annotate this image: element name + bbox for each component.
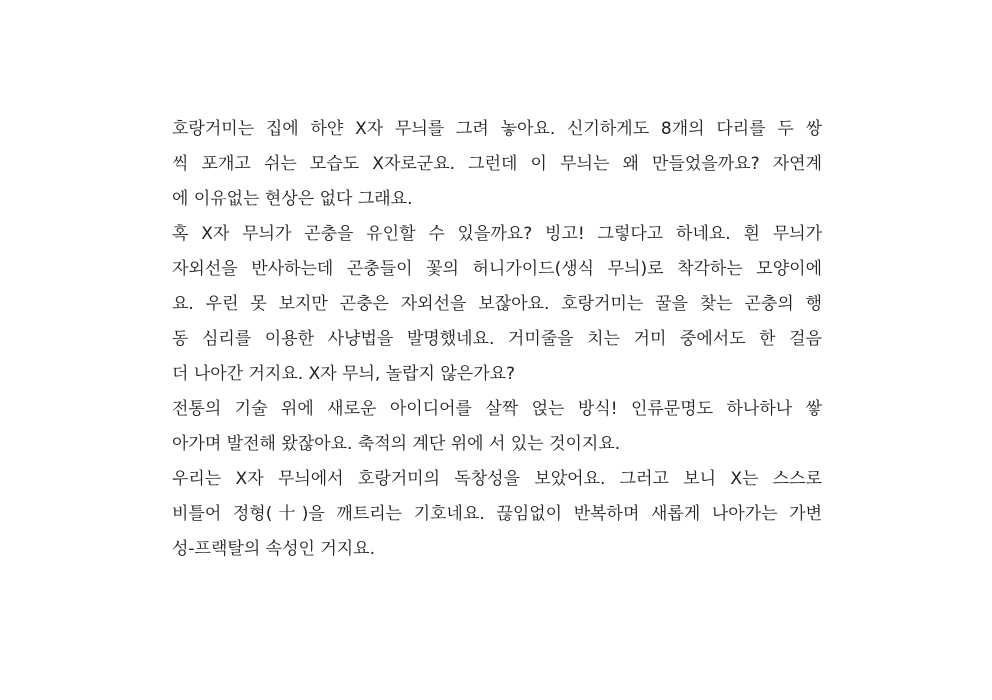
text-line: 전통의 기술 위에 새로운 아이디어를 살짝 얹는 방식! 인류문명도 하나하나 쌓 — [172, 399, 822, 419]
text-line: 아가며 발전해 왔잖아요. 축적의 계단 위에 서 있는 것이지요. — [172, 434, 621, 454]
text-line: 더 나아간 거지요. X자 무늬, 놀랍지 않은가요? — [172, 364, 516, 384]
paragraph-4 — [172, 462, 822, 567]
text-line: 요. 우린 못 보지만 곤충은 자외선을 보잖아요. 호랑거미는 꿀을 찾는 곤충의 행 — [172, 294, 822, 314]
text-line: 혹 X자 무늬가 곤충을 유인할 수 있을까요? 빙고! 그렇다고 하네요. 흰 무늬가 — [172, 224, 822, 244]
text-line: 성-프랙탈의 속성인 거지요. — [172, 539, 375, 559]
text-line: 씩 포개고 쉬는 모습도 X자로군요. 그런데 이 무늬는 왜 만들었을까요? 자연계 — [172, 154, 822, 174]
document-page — [172, 112, 822, 567]
text-line: 자외선을 반사하는데 곤충들이 꽃의 허니가이드(생식 무늬)로 착각하는 모양이에 — [172, 259, 822, 279]
paragraph-1 — [172, 112, 822, 217]
paragraph-2 — [172, 217, 822, 392]
text-line: 동 심리를 이용한 사냥법을 발명했네요. 거미줄을 치는 거미 중에서도 한 걸음 — [172, 329, 822, 349]
text-line: 호랑거미는 집에 하얀 X자 무늬를 그려 놓아요. 신기하게도 8개의 다리를 두 쌍 — [172, 119, 822, 139]
text-line: 우리는 X자 무늬에서 호랑거미의 독창성을 보았어요. 그러고 보니 X는 스스로 — [172, 469, 822, 489]
text-line: 비틀어 정형(十)을 깨트리는 기호네요. 끊임없이 반복하며 새롭게 나아가는 가변 — [172, 504, 822, 524]
text-line: 에 이유없는 현상은 없다 그래요. — [172, 189, 413, 209]
paragraph-3 — [172, 392, 822, 462]
